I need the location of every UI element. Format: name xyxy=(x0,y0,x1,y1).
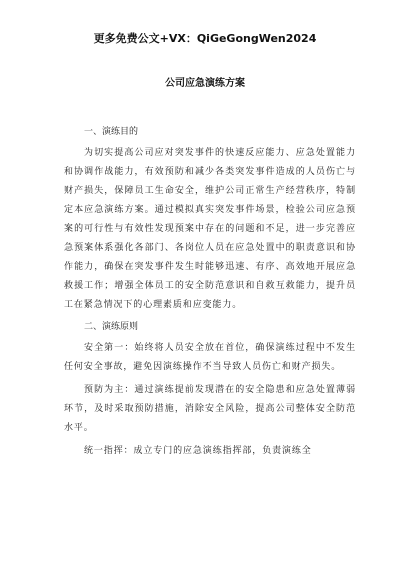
section-paragraph-purpose: 为切实提高公司应对突发事件的快速反应能力、应急处置能力和协调作战能力，有效预防和减少各类突发事件造成的人员伤亡与财产损失，保障员工生命安全，维护公司正常生产经营秩序，特制定本应急演练方案。通过模拟真实突发事件场景，检验公司应急预案的可行性与有效性发现预案中存在的问题和不足，进一步完善应急预案体系强化各部门、各岗位人员在应急处置中的职责意识和协作能力，确保在突发事件发生时能够迅速、有序、高效地开展应急救援工作；增强全体员工的安全防范意识和自救互救能力，提升员工在紧急情况下的心理素质和应变能力。 xyxy=(64,148,356,310)
document-title: 公司应急演练方案 xyxy=(165,78,245,89)
section-heading-principles: 二、演练原则 xyxy=(84,322,139,332)
promo-header: 更多免费公文+VX：QiGeGongWen2024 xyxy=(93,32,317,45)
principle-safety-first: 安全第一：始终将人员安全放在首位，确保演练过程中不发生任何安全事故，避免因演练操作不当导致人员伤亡和财产损失。 xyxy=(64,343,356,372)
section-heading-purpose: 一、演练目的 xyxy=(84,127,139,137)
principle-unified-command: 统一指挥：成立专门的应急演练指挥部，负责演练全 xyxy=(84,446,312,456)
document-body xyxy=(64,124,356,465)
principle-prevention: 预防为主：通过演练提前发现潜在的安全隐患和应急处置薄弱环节，及时采取预防措施，消除安全风险，提高公司整体安全防范水平。 xyxy=(64,385,356,433)
